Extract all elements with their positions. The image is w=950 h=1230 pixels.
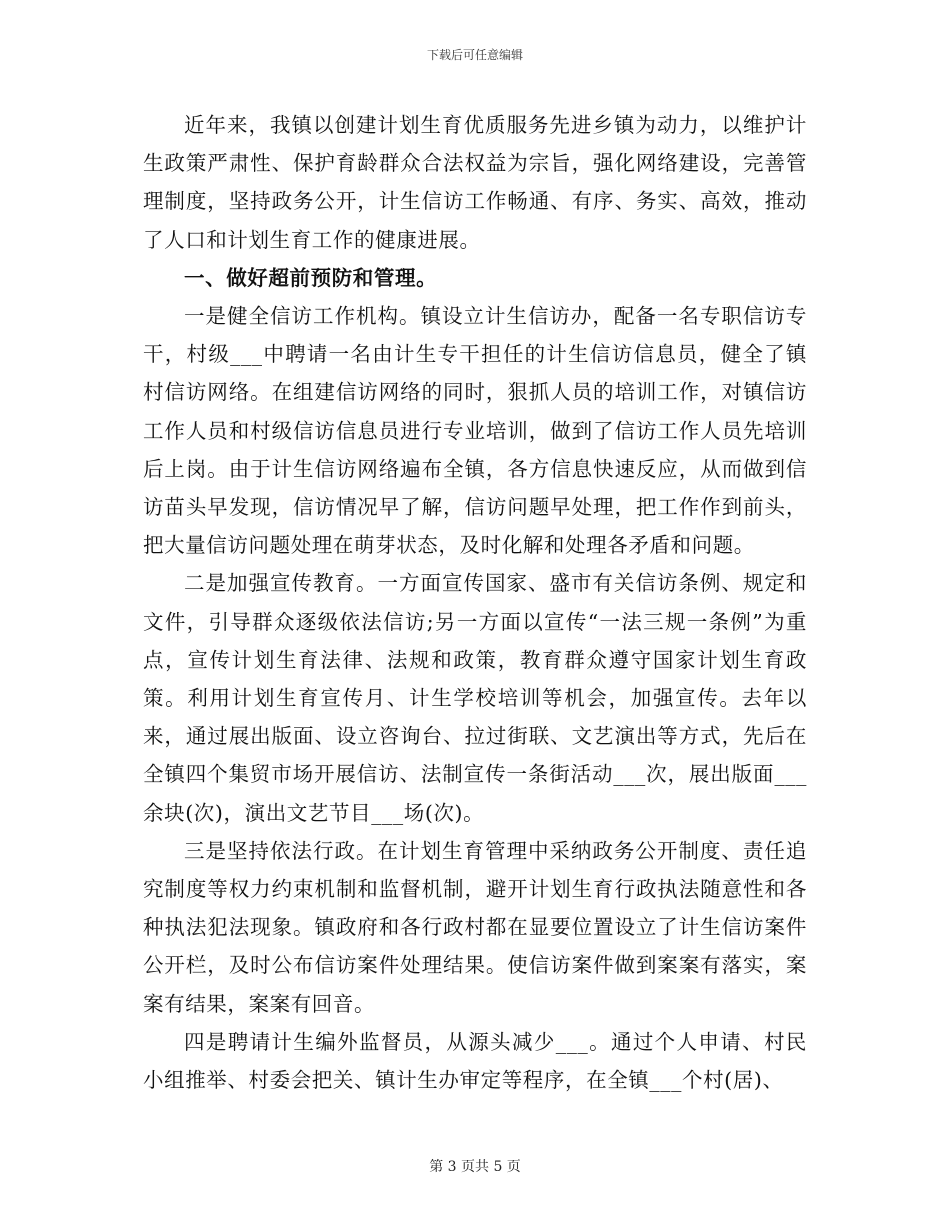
intro-paragraph: 近年来，我镇以创建计划生育优质服务先进乡镇为动力，以维护计生政策严肃性、保护育龄群众合法权益为宗旨，强化网络建设，完善管理制度，坚持政务公开，计生信访工作畅通、有序、务实、高效，推动了人口和计划生育工作的健康进展。 xyxy=(143,113,807,252)
section-heading: 一、做好超前预防和管理。 xyxy=(184,265,438,290)
paragraph-2: 二是加强宣传教育。一方面宣传国家、盛市有关信访条例、规定和文件，引导群众逐级依法信访;另一方面以宣传“一法三规一条例”为重点，宣传计划生育法律、法规和政策，教育群众遵守国家计划生育政策。利用计划生育宣传月、计生学校培训等机会，加强宣传。去年以来，通过展出版面、设立咨询台、拉过街联、文艺演出等方式，先后在全镇四个集贸市场开展信访、法制宣传一条街活动___次，展出版面___余块(次)，演出文艺节目___场(次)。 xyxy=(143,571,807,825)
document-body xyxy=(143,106,807,1099)
paragraph-1: 一是健全信访工作机构。镇设立计生信访办，配备一名专职信访专干，村级___中聘请一名由计生专干担任的计生信访信息员，健全了镇村信访网络。在组建信访网络的同时，狠抓人员的培训工作，对镇信访工作人员和村级信访信息员进行专业培训，做到了信访工作人员先培训后上岗。由于计生信访网络遍布全镇，各方信息快速反应，从而做到信访苗头早发现，信访情况早了解，信访问题早处理，把工作作到前头，把大量信访问题处理在萌芽状态，及时化解和处理各矛盾和问题。 xyxy=(143,304,807,558)
page-header: 下载后可任意编辑 xyxy=(426,48,523,62)
paragraph-4: 四是聘请计生编外监督员，从源头减少___。通过个人申请、村民小组推举、村委会把关、镇计生办审定等程序，在全镇___个村(居)、 xyxy=(143,1029,807,1093)
paragraph-3: 三是坚持依法行政。在计划生育管理中采纳政务公开制度、责任追究制度等权力约束机制和监督机制，避开计划生育行政执法随意性和各种执法犯法现象。镇政府和各行政村都在显要位置设立了计生信访案件公开栏，及时公布信访案件处理结果。使信访案件做到案案有落实，案案有结果，案案有回音。 xyxy=(143,838,807,1016)
page-footer: 第 3 页共 5 页 xyxy=(429,1159,521,1175)
